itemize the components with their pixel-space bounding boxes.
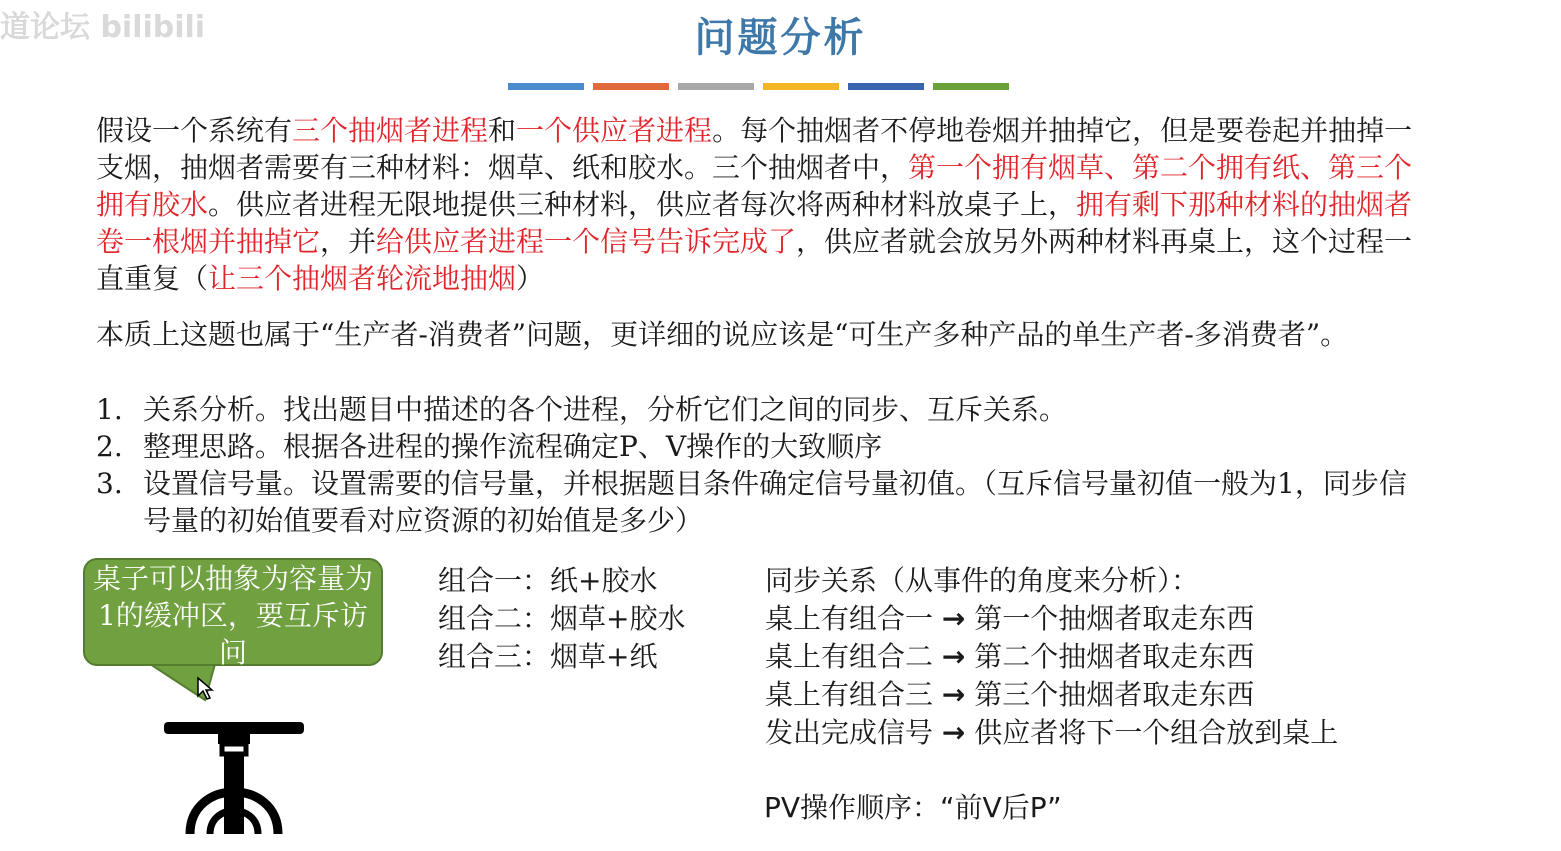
sync-event: 桌上有组合二 (765, 640, 934, 673)
combinations-list (438, 562, 685, 676)
text-segment: ，并 (320, 225, 377, 258)
mouse-cursor-icon (196, 676, 216, 702)
step-text: 关系分析。找出题目中描述的各个进程，分析它们之间的同步、互斥关系。 (143, 393, 1068, 426)
color-bar (593, 83, 669, 90)
highlighted-text: 拥有剩下那种材料的抽烟者卷一根烟并抽掉它 (96, 188, 1413, 258)
combination-item: 组合二：烟草+胶水 (438, 602, 686, 635)
step-number: 2. (96, 430, 123, 463)
combination-item: 组合三：烟草+纸 (438, 640, 658, 673)
color-bar (763, 83, 839, 90)
arrow-icon: → (941, 678, 966, 711)
highlighted-text: 一个供应者进程 (516, 114, 713, 147)
arrow-icon: → (941, 602, 966, 635)
video-watermark: 道论坛 bilibili (0, 10, 206, 45)
sync-relations (765, 562, 1338, 752)
text-segment: ，供应者就会放另外两种材料再桌上，这个过程一直重复（ (96, 225, 1413, 295)
step-item (96, 391, 1426, 428)
sync-row (765, 638, 1338, 676)
sync-heading: 同步关系（从事件的角度来分析）： (765, 564, 1200, 597)
sync-action: 供应者将下一个组合放到桌上 (974, 716, 1339, 749)
combination-item: 组合一：纸+胶水 (438, 564, 658, 597)
sync-event: 桌上有组合一 (765, 602, 934, 635)
sync-event: 发出完成信号 (765, 716, 934, 749)
highlighted-text: 给供应者进程一个信号告诉完成了 (376, 225, 797, 258)
sync-action: 第三个抽烟者取走东西 (974, 678, 1255, 711)
sync-event: 桌上有组合三 (765, 678, 934, 711)
table-icon (160, 718, 310, 838)
color-bar (848, 83, 924, 90)
sync-row (765, 714, 1338, 752)
pv-order: PV操作顺序：“前V后P” (764, 791, 1062, 824)
color-bar (678, 83, 754, 90)
essence-paragraph: 本质上这题也属于“生产者-消费者”问题，更详细的说应该是“可生产多种产品的单生产者-多消费者”。 (96, 318, 1349, 351)
text-segment: 假设一个系统有 (96, 114, 293, 147)
step-item (96, 428, 1426, 465)
sync-action: 第二个抽烟者取走东西 (974, 640, 1255, 673)
step-text: 设置信号量。设置需要的信号量，并根据题目条件确定信号量初值。（互斥信号量初值一般为1，同步信号量的初始值要看对应资源的初始值是多少） (143, 467, 1407, 537)
step-number: 3. (96, 467, 123, 500)
slide-title: 问题分析 (694, 15, 867, 61)
text-segment: ） (516, 262, 545, 295)
title-color-bars (508, 83, 1009, 92)
text-segment: 和 (488, 114, 517, 147)
text-segment: 。供应者进程无限地提供三种材料，供应者每次将两种材料放桌子上， (208, 188, 1077, 221)
arrow-icon: → (941, 716, 966, 749)
sync-row (765, 600, 1338, 638)
step-text: 整理思路。根据各进程的操作流程确定P、V操作的大致顺序 (143, 430, 883, 463)
problem-description (96, 112, 1416, 297)
color-bar (933, 83, 1009, 90)
color-bar (508, 83, 584, 90)
arrow-icon: → (941, 640, 966, 673)
highlighted-text: 让三个抽烟者轮流地抽烟 (208, 262, 517, 295)
text-segment: 。每个抽烟者不停地卷烟并抽掉它，但是要卷起并抽掉一支烟，抽烟者需要有三种材料：烟草、纸和胶水。三个抽烟者中， (96, 114, 1413, 184)
table-callout-bubble: 桌子可以抽象为容量为1的缓冲区，要互斥访问 (83, 558, 383, 666)
step-item (96, 465, 1426, 539)
steps-list (96, 391, 1426, 539)
sync-row (765, 676, 1338, 714)
sync-action: 第一个抽烟者取走东西 (974, 602, 1255, 635)
highlighted-text: 第一个拥有烟草、第二个拥有纸、第三个拥有胶水 (96, 151, 1413, 221)
step-number: 1. (96, 393, 123, 426)
highlighted-text: 三个抽烟者进程 (292, 114, 489, 147)
